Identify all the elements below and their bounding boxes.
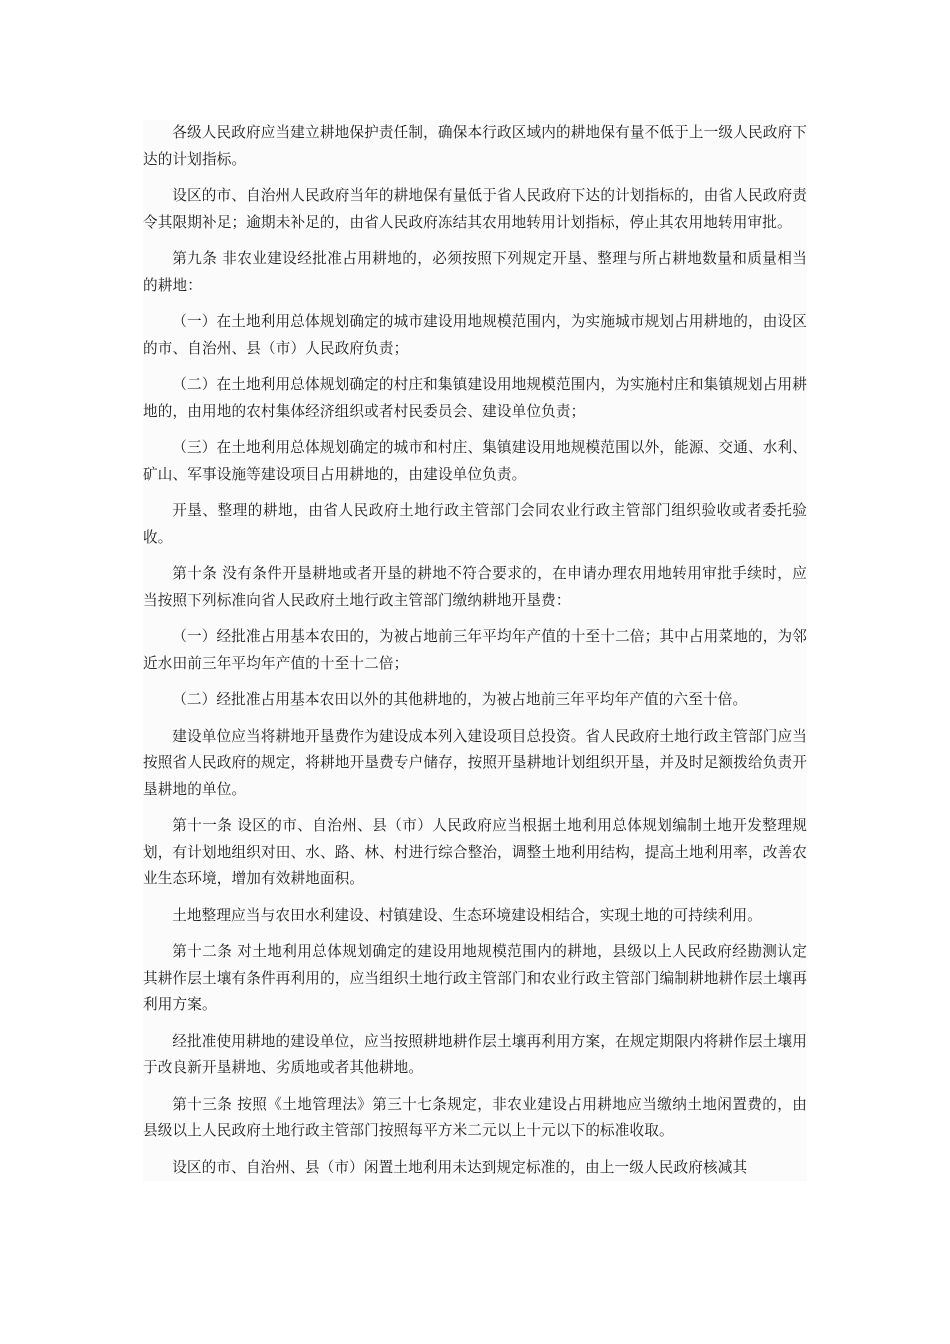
- list-item: （一）在土地利用总体规划确定的城市建设用地规模范围内，为实施城市规划占用耕地的，由设区的市、自治州、县（市）人民政府负责；: [143, 313, 807, 357]
- article-9-paragraph: 第九条 非农业建设经批准占用耕地的，必须按照下列规定开垦、整理与所占耕地数量和质量相当的耕地：: [143, 250, 807, 294]
- list-item: （二）在土地利用总体规划确定的村庄和集镇建设用地规模范围内，为实施村庄和集镇规划占用耕地的，由用地的农村集体经济组织或者村民委员会、建设单位负责；: [143, 376, 807, 420]
- document-body: [143, 120, 807, 1181]
- list-item: （三）在土地利用总体规划确定的城市和村庄、集镇建设用地规模范围以外，能源、交通、水利、矿山、军事设施等建设项目占用耕地的，由建设单位负责。: [143, 439, 807, 483]
- article-13-paragraph: 第十三条 按照《土地管理法》第三十七条规定，非农业建设占用耕地应当缴纳土地闲置费的，由县级以上人民政府土地行政主管部门按照每平方米二元以上十元以下的标准收取。: [143, 1095, 807, 1139]
- article-10-paragraph: 第十条 没有条件开垦耕地或者开垦的耕地不符合要求的，在申请办理农用地转用审批手续时，应当按照下列标准向省人民政府土地行政主管部门缴纳耕地开垦费：: [143, 565, 807, 609]
- paragraph: 经批准使用耕地的建设单位，应当按照耕地耕作层土壤再利用方案，在规定期限内将耕作层土壤用于改良新开垦耕地、劣质地或者其他耕地。: [143, 1032, 807, 1076]
- paragraph: 设区的市、自治州人民政府当年的耕地保有量低于省人民政府下达的计划指标的，由省人民政府责令其限期补足；逾期未补足的，由省人民政府冻结其农用地转用计划指标，停止其农用地转用审批。: [143, 187, 807, 231]
- paragraph: 建设单位应当将耕地开垦费作为建设成本列入建设项目总投资。省人民政府土地行政主管部门应当按照省人民政府的规定，将耕地开垦费专户储存，按照开垦耕地计划组织开垦，并及时足额拨给负责开垦耕地的单位。: [143, 727, 807, 798]
- list-item: （二）经批准占用基本农田以外的其他耕地的，为被占地前三年平均年产值的六至十倍。: [172, 691, 748, 708]
- paragraph: 设区的市、自治州、县（市）闲置土地利用未达到规定标准的，由上一级人民政府核减其: [172, 1158, 748, 1176]
- article-12-paragraph: 第十二条 对土地利用总体规划确定的建设用地规模范围内的耕地，县级以上人民政府经勘测认定其耕作层土壤有条件再利用的，应当组织土地行政主管部门和农业行政主管部门编制耕地耕作层土壤再利用方案。: [143, 943, 807, 1013]
- article-11-paragraph: 第十一条 设区的市、自治州、县（市）人民政府应当根据土地利用总体规划编制土地开发整理规划，有计划地组织对田、水、路、林、村进行综合整治，调整土地利用结构，提高土地利用率，改善农业生态环境，增加有效耕地面积。: [143, 817, 807, 887]
- paragraph: 各级人民政府应当建立耕地保护责任制，确保本行政区域内的耕地保有量不低于上一级人民政府下达的计划指标。: [143, 124, 807, 168]
- list-item: （一）经批准占用基本农田的，为被占地前三年平均年产值的十至十二倍；其中占用菜地的，为邻近水田前三年平均年产值的十至十二倍；: [143, 628, 807, 672]
- paragraph: 开垦、整理的耕地，由省人民政府土地行政主管部门会同农业行政主管部门组织验收或者委托验收。: [143, 502, 807, 546]
- paragraph: 土地整理应当与农田水利建设、村镇建设、生态环境建设相结合，实现土地的可持续利用。: [172, 906, 762, 924]
